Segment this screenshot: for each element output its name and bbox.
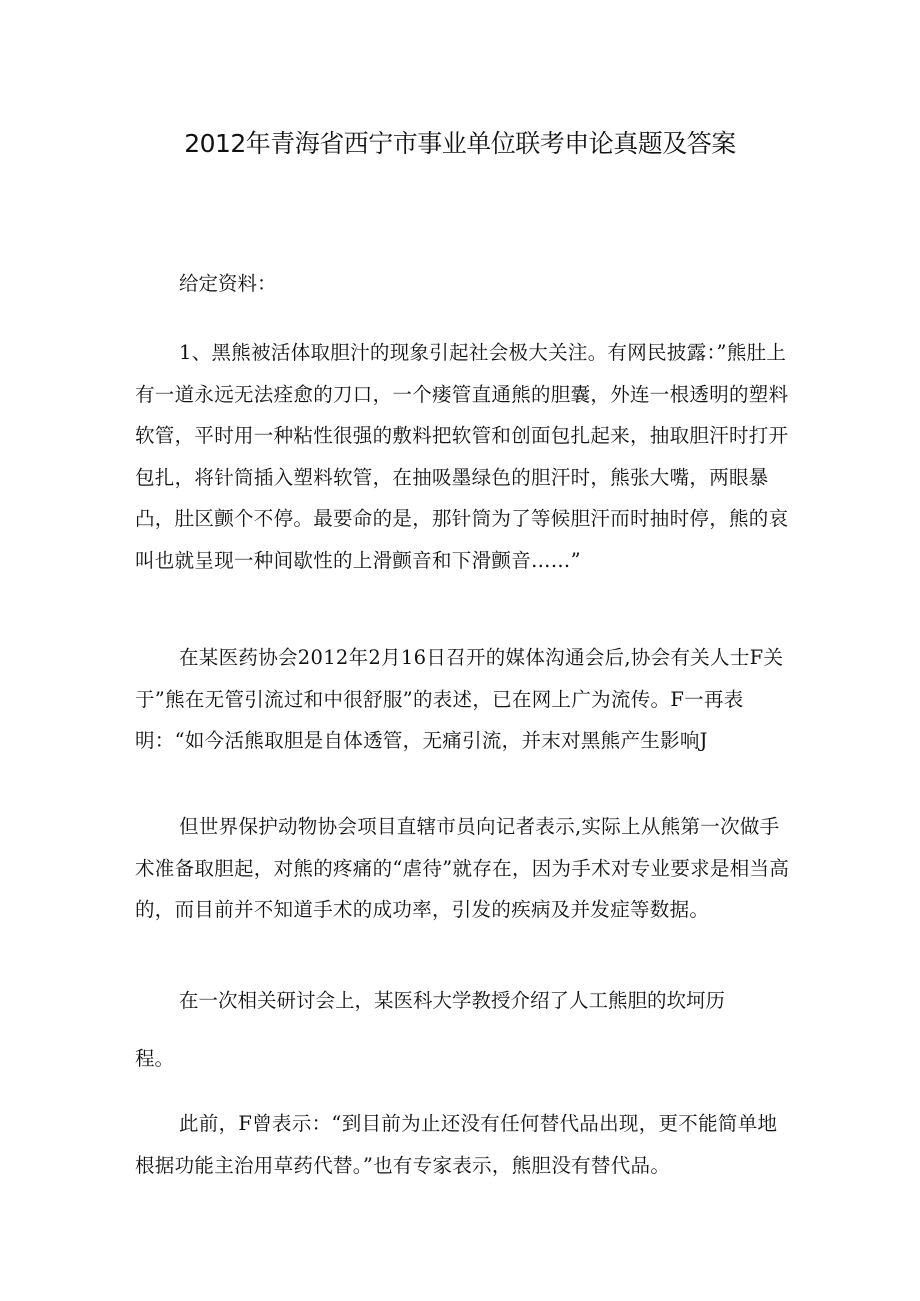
paragraph-2: 在某医药协会2012年2月16日召开的媒体沟通会后,协会有关人士F关于”熊在无管引流过和中很舒服”的表述，已在网上广为流传。F一再表明：“如今活熊取胆是自体透管，无痛引流，并末对黑熊产生影响J <box>135 646 784 752</box>
paragraph-4: 在一次相关研讨会上，某医科大学教授介绍了人工熊胆的坎坷历 <box>179 989 726 1012</box>
paragraph-4-continuation: 程。 <box>135 1047 175 1070</box>
document-title: 2012年青海省西宁市事业单位联考申论真题及答案 <box>184 129 736 158</box>
paragraph-5: 此前，F曾表示：“到目前为止还没有任何替代品出现，更不能简单地根据功能主治用草药代替。”也有专家表示，熊胆没有替代品。 <box>135 1112 778 1177</box>
section-label: 给定资料： <box>179 272 277 295</box>
paragraph-3: 但世界保护动物协会项目直辖市员向记者表示,实际上从熊第一次做手术准备取胆起，对熊的疼痛的“虐待”就存在，因为手术对专业要求是相当高的，而目前并不知道手术的成功率，引发的疾病及并发症等数据。 <box>135 815 790 921</box>
paragraph-1: 1、黑熊被活体取胆汁的现象引起社会极大关注。有网民披露：”熊肚上有一道永远无法痊愈的刀口，一个瘘管直通熊的胆囊，外连一根透明的塑料软管，平时用一种粘性很强的敷料把软管和创面包扎起来，抽取胆汗时打开包扎，将针筒插入塑料软管，在抽吸墨绿色的胆汗时，熊张大嘴，两眼暴凸，肚区颤个不停。最要命的是，那针筒为了等候胆汗而时抽时停，熊的哀叫也就呈现一种间歇性的上滑颤音和下滑颤音……” <box>135 341 789 572</box>
